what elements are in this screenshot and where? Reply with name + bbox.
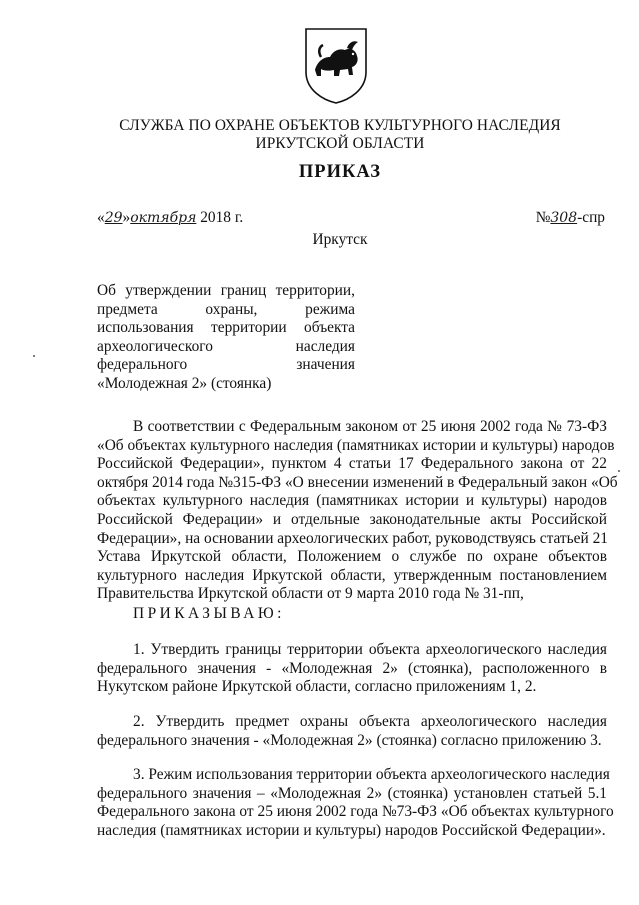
- preamble-line: В соответствии с Федеральным законом от 25 июня 2002 года № 73-ФЗ: [133, 418, 607, 435]
- document-number: [536, 209, 605, 227]
- preamble-line: «Об объектах культурного наследия (памятниках истории и культуры) народов: [97, 436, 615, 454]
- preamble-paragraph: [97, 418, 618, 604]
- order-item-line: федерального значения - «Молодежная 2» (стоянка) согласно приложению 3.: [97, 731, 602, 749]
- order-item-line: федерального значения – «Молодежная 2» (стоянка) установлен статьей 5.1: [97, 784, 607, 802]
- order-item-line: 2. Утвердить предмет охраны объекта археологического наследия: [133, 713, 607, 730]
- date-open-quote: «: [97, 209, 105, 226]
- scan-speck: [618, 470, 620, 472]
- preamble-line: Российской Федерации» и отдельные законодательные акты Российской: [97, 510, 607, 528]
- order-item-1: [97, 641, 607, 697]
- preamble-line: Российской Федерации», пунктом 4 статьи 17 Федерального закона от 22: [97, 455, 607, 473]
- number-value-handwritten: 308: [550, 210, 578, 226]
- order-item-line: 1. Утвердить границы территории объекта археологического наследия: [133, 641, 607, 658]
- order-item-line: федерального значения - «Молодежная 2» (стоянка), расположенного в: [97, 659, 607, 677]
- order-item-line: 3. Режим использования территории объекта археологического наследия: [133, 766, 610, 783]
- subject-line: «Молодежная 2» (стоянка): [97, 374, 272, 392]
- scan-speck: [33, 355, 35, 357]
- subject-line: федерального значения: [97, 356, 355, 374]
- number-prefix: №: [535, 209, 551, 226]
- order-item-line: наследия (памятниках истории и культуры) народов Российской Федерации».: [97, 821, 606, 839]
- subject-line: Об утверждении границ территории,: [97, 282, 355, 299]
- number-suffix: -спр: [577, 209, 605, 226]
- organization-name-line-1: СЛУЖБА ПО ОХРАНЕ ОБЪЕКТОВ КУЛЬТУРНОГО НАСЛЕДИЯ: [119, 117, 561, 134]
- subject-line: использования территории объекта: [97, 319, 355, 337]
- document-type-title: ПРИКАЗ: [298, 162, 382, 182]
- date-day-handwritten: 29: [104, 210, 123, 226]
- subject-line: археологического наследия: [97, 337, 355, 355]
- order-item-line: Федерального закона от 25 июня 2002 года №73-ФЗ «Об объектах культурного: [97, 803, 614, 821]
- coat-of-arms-icon: [303, 26, 369, 104]
- preamble-line: культурного наследия Иркутской области, утвержденным постановлением: [97, 566, 607, 584]
- order-item-2: [97, 713, 607, 750]
- preamble-line: объектах культурного наследия (памятниках истории и культуры) народов: [97, 492, 607, 510]
- date-close-quote: »: [122, 209, 131, 226]
- document-subject: [97, 282, 355, 394]
- order-item-line: Нукутском районе Иркутской области, согласно приложениям 1, 2.: [97, 678, 537, 696]
- document-city: Иркутск: [312, 231, 368, 248]
- date-year: 2018 г.: [200, 209, 244, 226]
- preamble-line: октября 2014 года №315-ФЗ «О внесении изменений в Федеральный закон «Об: [97, 473, 618, 491]
- document-date: [97, 209, 243, 227]
- order-item-3: [97, 766, 614, 840]
- preamble-line: Устава Иркутской области, Положением о службе по охране объектов: [97, 548, 607, 566]
- date-month-handwritten: октября: [130, 210, 197, 226]
- order-word: ПРИКАЗЫВАЮ:: [133, 605, 285, 622]
- organization-name-line-2: ИРКУТСКОЙ ОБЛАСТИ: [255, 135, 425, 152]
- preamble-line: Правительства Иркутской области от 9 марта 2010 года № 31-пп,: [97, 585, 524, 603]
- preamble-line: Федерации», на основании археологических работ, руководствуясь статьей 21: [97, 529, 608, 547]
- subject-line: предмета охраны, режима: [97, 300, 355, 318]
